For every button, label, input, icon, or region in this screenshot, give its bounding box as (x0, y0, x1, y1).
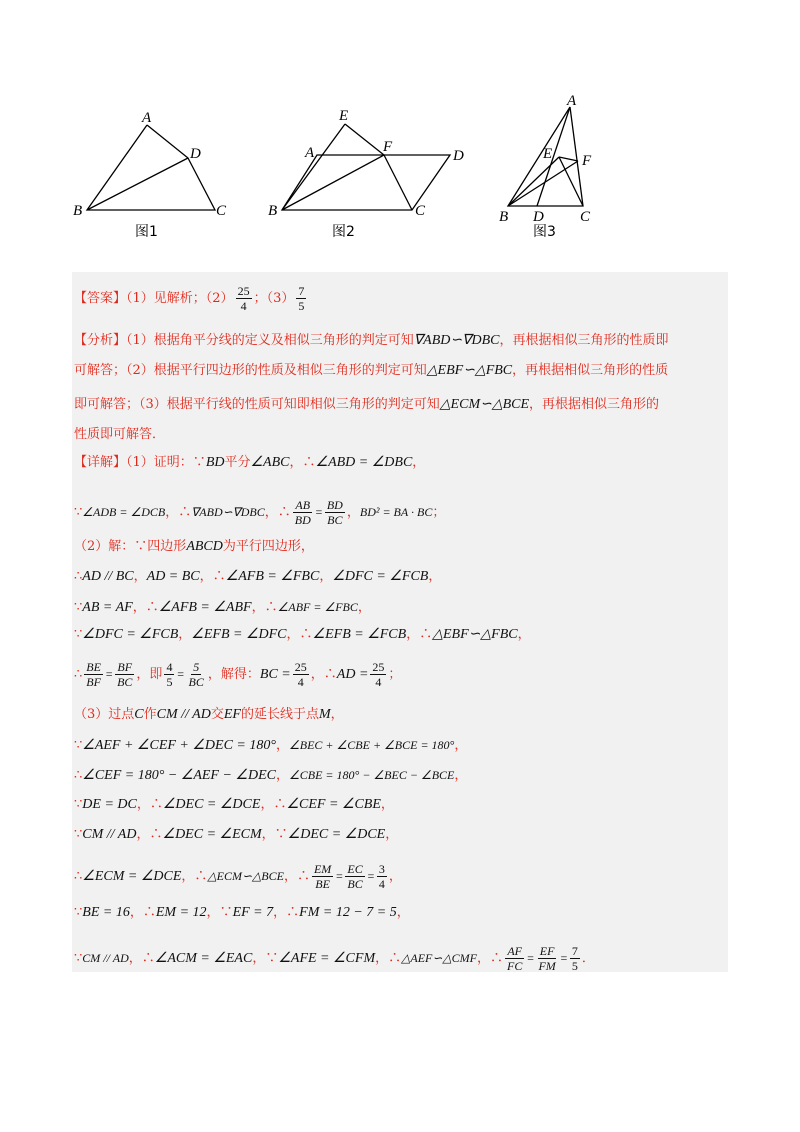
answer-line: 【答案】（1）见解析；（2） $\frac{25}{4}$ ；（3） $\frac{7}{5}$ (74, 284, 305, 313)
figure-2 (265, 100, 485, 240)
point-label: A (567, 93, 577, 109)
fraction: $\frac{25}{4}$ (237, 284, 250, 313)
point-label: B (499, 209, 509, 225)
detail-line: ∴ $\frac{BE}{BF}$ = $\frac{BF}{BC}$ ，即 $\frac{4}{5}$ = $\frac{5}{BC}$ ，解得：BC = $\frac{25}{4}$ ，∴AD = $\frac{25}{4}$ ； (74, 660, 402, 689)
figure-3 (495, 93, 625, 243)
fraction: $\frac{EM}{BE}$ (313, 862, 332, 891)
point-label: D (190, 146, 201, 162)
point-label: C (216, 203, 227, 219)
therefore-symbol: ∴ (302, 455, 316, 470)
detail-line: ∴∠CEF = 180° − ∠AEF − ∠DEC，∠CBE = 180° − ∠BEC − ∠BCE， (74, 768, 468, 783)
detail-line: （2）解：∵四边形ABCD为平行四边形， (74, 539, 314, 554)
fraction: $\frac{EC}{BC}$ (347, 862, 363, 891)
because-symbol: ∵ (192, 455, 206, 470)
analysis-line: 【分析】（1）根据角平分线的定义及相似三角形的判定可知∇ABD∽∇DBC，再根据相似三角形的性质即 (74, 333, 669, 348)
fraction: $\frac{5}{BC}$ (188, 660, 204, 689)
fraction: $\frac{25}{4}$ (294, 660, 307, 689)
analysis-line: 可解答；（2）根据平行四边形的性质及相似三角形的判定可知△EBF∽△FBC，再根据相似三角形的性质 (74, 363, 669, 378)
figure-caption: 图2 (332, 224, 355, 240)
detail-line: ∵AB = AF，∴∠AFB = ∠ABF，∴∠ABF = ∠FBC， (74, 600, 371, 615)
fraction: $\frac{BD}{BC}$ (326, 498, 343, 527)
detail-line: ∴∠ECM = ∠DCE，∴△ECM∽△BCE，∴ $\frac{EM}{BE}$ = $\frac{EC}{BC}$ = $\frac{3}{4}$ ， (74, 862, 402, 891)
fraction: $\frac{7}{5}$ (298, 284, 305, 313)
detail-line: 【详解】（1）证明：∵BD平分∠ABC，∴∠ABD = ∠DBC， (74, 455, 426, 470)
point-label: B (73, 203, 83, 219)
point-label: D (533, 209, 544, 225)
detail-line: ∵CM // AD，∴∠ACM = ∠EAC，∵∠AFE = ∠CFM，∴△AEF∽△CMF，∴ $\frac{AF}{FC}$ = $\frac{EF}{FM}$ = $\frac{7}{5}$ ． (74, 944, 595, 973)
fraction: $\frac{25}{4}$ (372, 660, 385, 689)
point-label: C (580, 209, 591, 225)
detail-tag: 【详解】 (74, 455, 127, 470)
point-label: C (415, 203, 426, 219)
fraction: $\frac{AF}{FC}$ (507, 944, 523, 973)
because-symbol: ∵ (134, 539, 148, 554)
answer-tag: 【答案】 (74, 291, 127, 306)
detail-line: ∴AD // BC，AD = BC，∴∠AFB = ∠FBC，∠DFC = ∠FCB， (74, 569, 442, 584)
point-label: E (339, 108, 349, 124)
figure-caption: 图3 (533, 224, 556, 240)
point-label: B (268, 203, 278, 219)
analysis-line: 性质即可解答． (74, 427, 166, 442)
figure-caption: 图1 (135, 224, 158, 240)
detail-line: （3）过点C作CM // AD交EF的延长线于点M， (74, 707, 344, 722)
fraction: $\frac{BE}{BF}$ (86, 660, 101, 689)
fraction: $\frac{3}{4}$ (378, 862, 385, 891)
detail-line: ∵∠DFC = ∠FCB，∠EFB = ∠DFC，∴∠EFB = ∠FCB，∴△EBF∽△FBC， (74, 627, 531, 642)
point-label: A (142, 110, 152, 126)
analysis-tag: 【分析】 (74, 333, 127, 348)
detail-line: ∵CM // AD，∴∠DEC = ∠ECM，∵∠DEC = ∠DCE， (74, 827, 399, 842)
because-symbol: ∵ (74, 505, 83, 520)
detail-line: ∵DE = DC，∴∠DEC = ∠DCE，∴∠CEF = ∠CBE， (74, 797, 394, 812)
fraction: $\frac{4}{5}$ (166, 660, 173, 689)
point-label: F (582, 153, 592, 169)
point-label: D (453, 148, 464, 164)
point-label: F (383, 139, 393, 155)
analysis-line: 即可解答；（3）根据平行线的性质可知即相似三角形的判定可知△ECM∽△BCE，再根据相似三角形的 (74, 397, 660, 412)
fraction: $\frac{BF}{BC}$ (117, 660, 133, 689)
detail-line: ∵∠ADB = ∠DCB，∴∇ABD∽∇DBC，∴ $\frac{AB}{BD}$ = $\frac{BD}{BC}$ ，BD² = BA · BC； (74, 498, 446, 527)
figure-1 (70, 100, 240, 240)
fraction: $\frac{EF}{FM}$ (538, 944, 556, 973)
detail-line: ∵∠AEF + ∠CEF + ∠DEC = 180°，∠BEC + ∠CBE + ∠BCE = 180°， (74, 738, 468, 753)
point-label: A (305, 145, 315, 161)
fraction: $\frac{AB}{BD}$ (294, 498, 311, 527)
therefore-symbol: ∴ (178, 505, 192, 520)
detail-line: ∵BE = 16，∴EM = 12，∵EF = 7，∴FM = 12 − 7 = 5， (74, 905, 410, 920)
fraction: $\frac{7}{5}$ (571, 944, 578, 973)
therefore-symbol: ∴ (277, 505, 291, 520)
point-label: E (543, 146, 553, 162)
